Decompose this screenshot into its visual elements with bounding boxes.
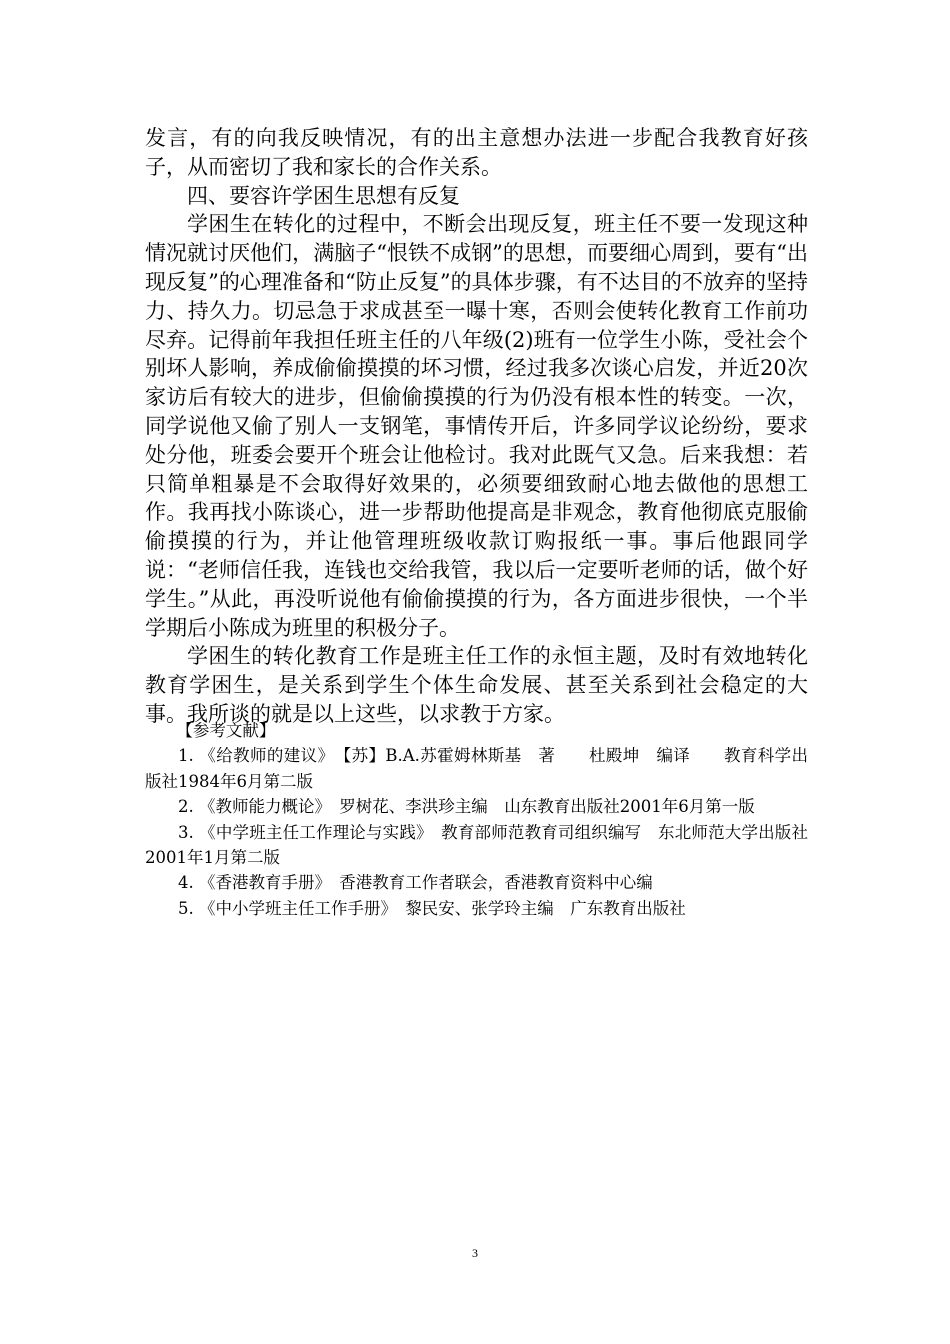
page-number: 3 xyxy=(472,1246,478,1260)
reference-item: 2. 《教师能力概论》 罗树花、李洪珍主编 山东教育出版社2001年6月第一版 xyxy=(178,797,755,817)
references-heading: 【参考文献】 xyxy=(176,721,276,740)
paragraph-continued: 发言，有的向我反映情况，有的出主意想办法进一步配合我教育好孩子，从而密切了我和家长的合作关系。 xyxy=(145,126,808,179)
reference-item: 4. 《香港教育手册》 香港教育工作者联会，香港教育资料中心编 xyxy=(178,873,653,893)
reference-item: 3. 《中学班主任工作理论与实践》 教育部师范教育司组织编写 东北师范大学出版社2001年1月第二版 xyxy=(145,822,808,868)
paragraph: 学困生在转化的过程中，不断会出现反复，班主任不要一发现这种情况就讨厌他们，满脑子“恨铁不成钢”的思想，而要细心周到，要有“出现反复”的心理准备和“防止反复”的具体步骤，有不达目的不放弃的坚持力、持久力。切忌急于求成甚至一曝十寒，否则会使转化教育工作前功尽弃。记得前年我担任班主任的八年级(2)班有一位学生小陈，受社会个别坏人影响，养成偷偷摸摸的坏习惯，经过我多次谈心启发，并近20次家访后有较大的进步，但偷偷摸摸的行为仍没有根本性的转变。一次，同学说他又偷了别人一支钢笔，事情传开后，许多同学议论纷纷，要求处分他，班委会要开个班会让他检讨。我对此既气又急。后来我想：若只简单粗暴是不会取得好效果的，必须要细致耐心地去做他的思想工作。我再找小陈谈心，进一步帮助他提高是非观念，教育他彻底克服偷偷摸摸的行为，并让他管理班级收款订购报纸一事。事后他跟同学说：“老师信任我，连钱也交给我管，我以后一定要听老师的话，做个好学生。”从此，再没听说他有偷偷摸摸的行为，各方面进步很快，一个半学期后小陈成为班里的积极分子。 xyxy=(145,212,808,640)
reference-item: 5. 《中小学班主任工作手册》 黎民安、张学玲主编 广东教育出版社 xyxy=(178,898,686,918)
references-section xyxy=(145,718,808,921)
reference-item: 1. 《给教师的建议》 【苏】B.A.苏霍姆林斯基 著 杜殿坤 编译 教育科学出版社1984年6月第二版 xyxy=(145,746,808,791)
body-text xyxy=(145,124,808,729)
section-heading: 四、要容许学困生思想有反复 xyxy=(187,183,460,208)
closing-paragraph: 学困生的转化教育工作是班主任工作的永恒主题，及时有效地转化教育学困生，是关系到学生个体生命发展、甚至关系到社会稳定的大事。我所谈的就是以上这些，以求教于方家。 xyxy=(145,644,808,726)
